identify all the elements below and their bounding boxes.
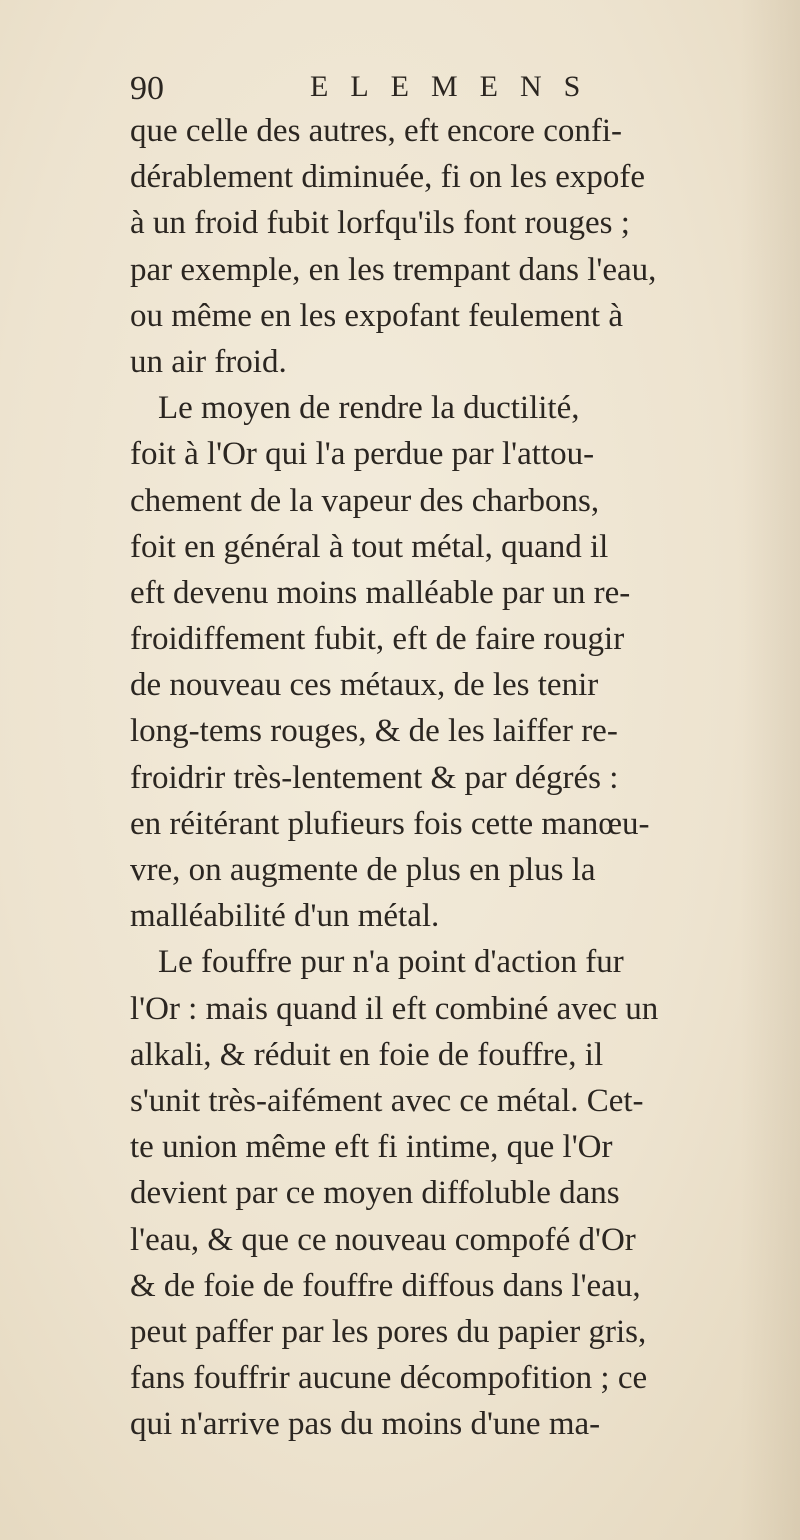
text-line: vre, on augmente de plus en plus la — [130, 852, 596, 888]
page-header — [130, 66, 720, 106]
text-line: ou même en les expofant feulement à — [130, 297, 623, 334]
text-line: un air froid. — [130, 343, 287, 380]
text-line: l'eau, & que ce nouveau compofé d'Or — [130, 1221, 636, 1258]
text-line: dérablement diminuée, fi on les expofe — [130, 159, 645, 196]
text-line: devient par ce moyen diffoluble dans — [130, 1175, 620, 1212]
text-line: fans fouffrir aucune décompofition ; ce — [130, 1360, 648, 1397]
page-number: 90 — [130, 70, 164, 107]
text-line: Le fouffre pur n'a point d'action fur — [158, 944, 624, 981]
text-line: par exemple, en les trempant dans l'eau, — [130, 251, 657, 288]
text-line: & de foie de fouffre diffous dans l'eau, — [130, 1267, 641, 1304]
text-line: en réitérant plufieurs fois cette manœu- — [130, 805, 650, 842]
text-line: eft devenu moins malléable par un re- — [130, 574, 631, 611]
text-line: foit en général à tout métal, quand il — [130, 528, 609, 565]
text-line: alkali, & réduit en foie de fouffre, il — [130, 1036, 604, 1073]
text-line: de nouveau ces métaux, de les tenir — [130, 667, 599, 704]
text-line: qui n'arrive pas du moins d'une ma- — [130, 1406, 601, 1443]
running-head: ELEMENS — [310, 70, 603, 103]
text-line: s'unit très-aifément avec ce métal. Cet- — [130, 1082, 644, 1119]
text-line: l'Or : mais quand il eft combiné avec un — [130, 990, 659, 1027]
text-line: froidrir très-lentement & par dégrés : — [130, 759, 619, 796]
text-line: peut paffer par les pores du papier gris, — [130, 1313, 647, 1350]
text-line: foit à l'Or qui l'a perdue par l'attou- — [130, 436, 595, 473]
text-line: Le moyen de rendre la ductilité, — [158, 390, 580, 427]
text-line: malléabilité d'un métal. — [130, 898, 440, 935]
body-text — [130, 108, 770, 1447]
text-line: à un froid fubit lorfqu'ils font rouges ; — [130, 205, 630, 242]
text-line: long-tems rouges, & de les laiffer re- — [130, 713, 618, 750]
text-line: chement de la vapeur des charbons, — [130, 482, 600, 519]
text-line: te union même eft fi intime, que l'Or — [130, 1129, 613, 1166]
text-line: froidiffement fubit, eft de faire rougir — [130, 621, 625, 658]
text-line: que celle des autres, eft encore confi- — [130, 113, 622, 149]
